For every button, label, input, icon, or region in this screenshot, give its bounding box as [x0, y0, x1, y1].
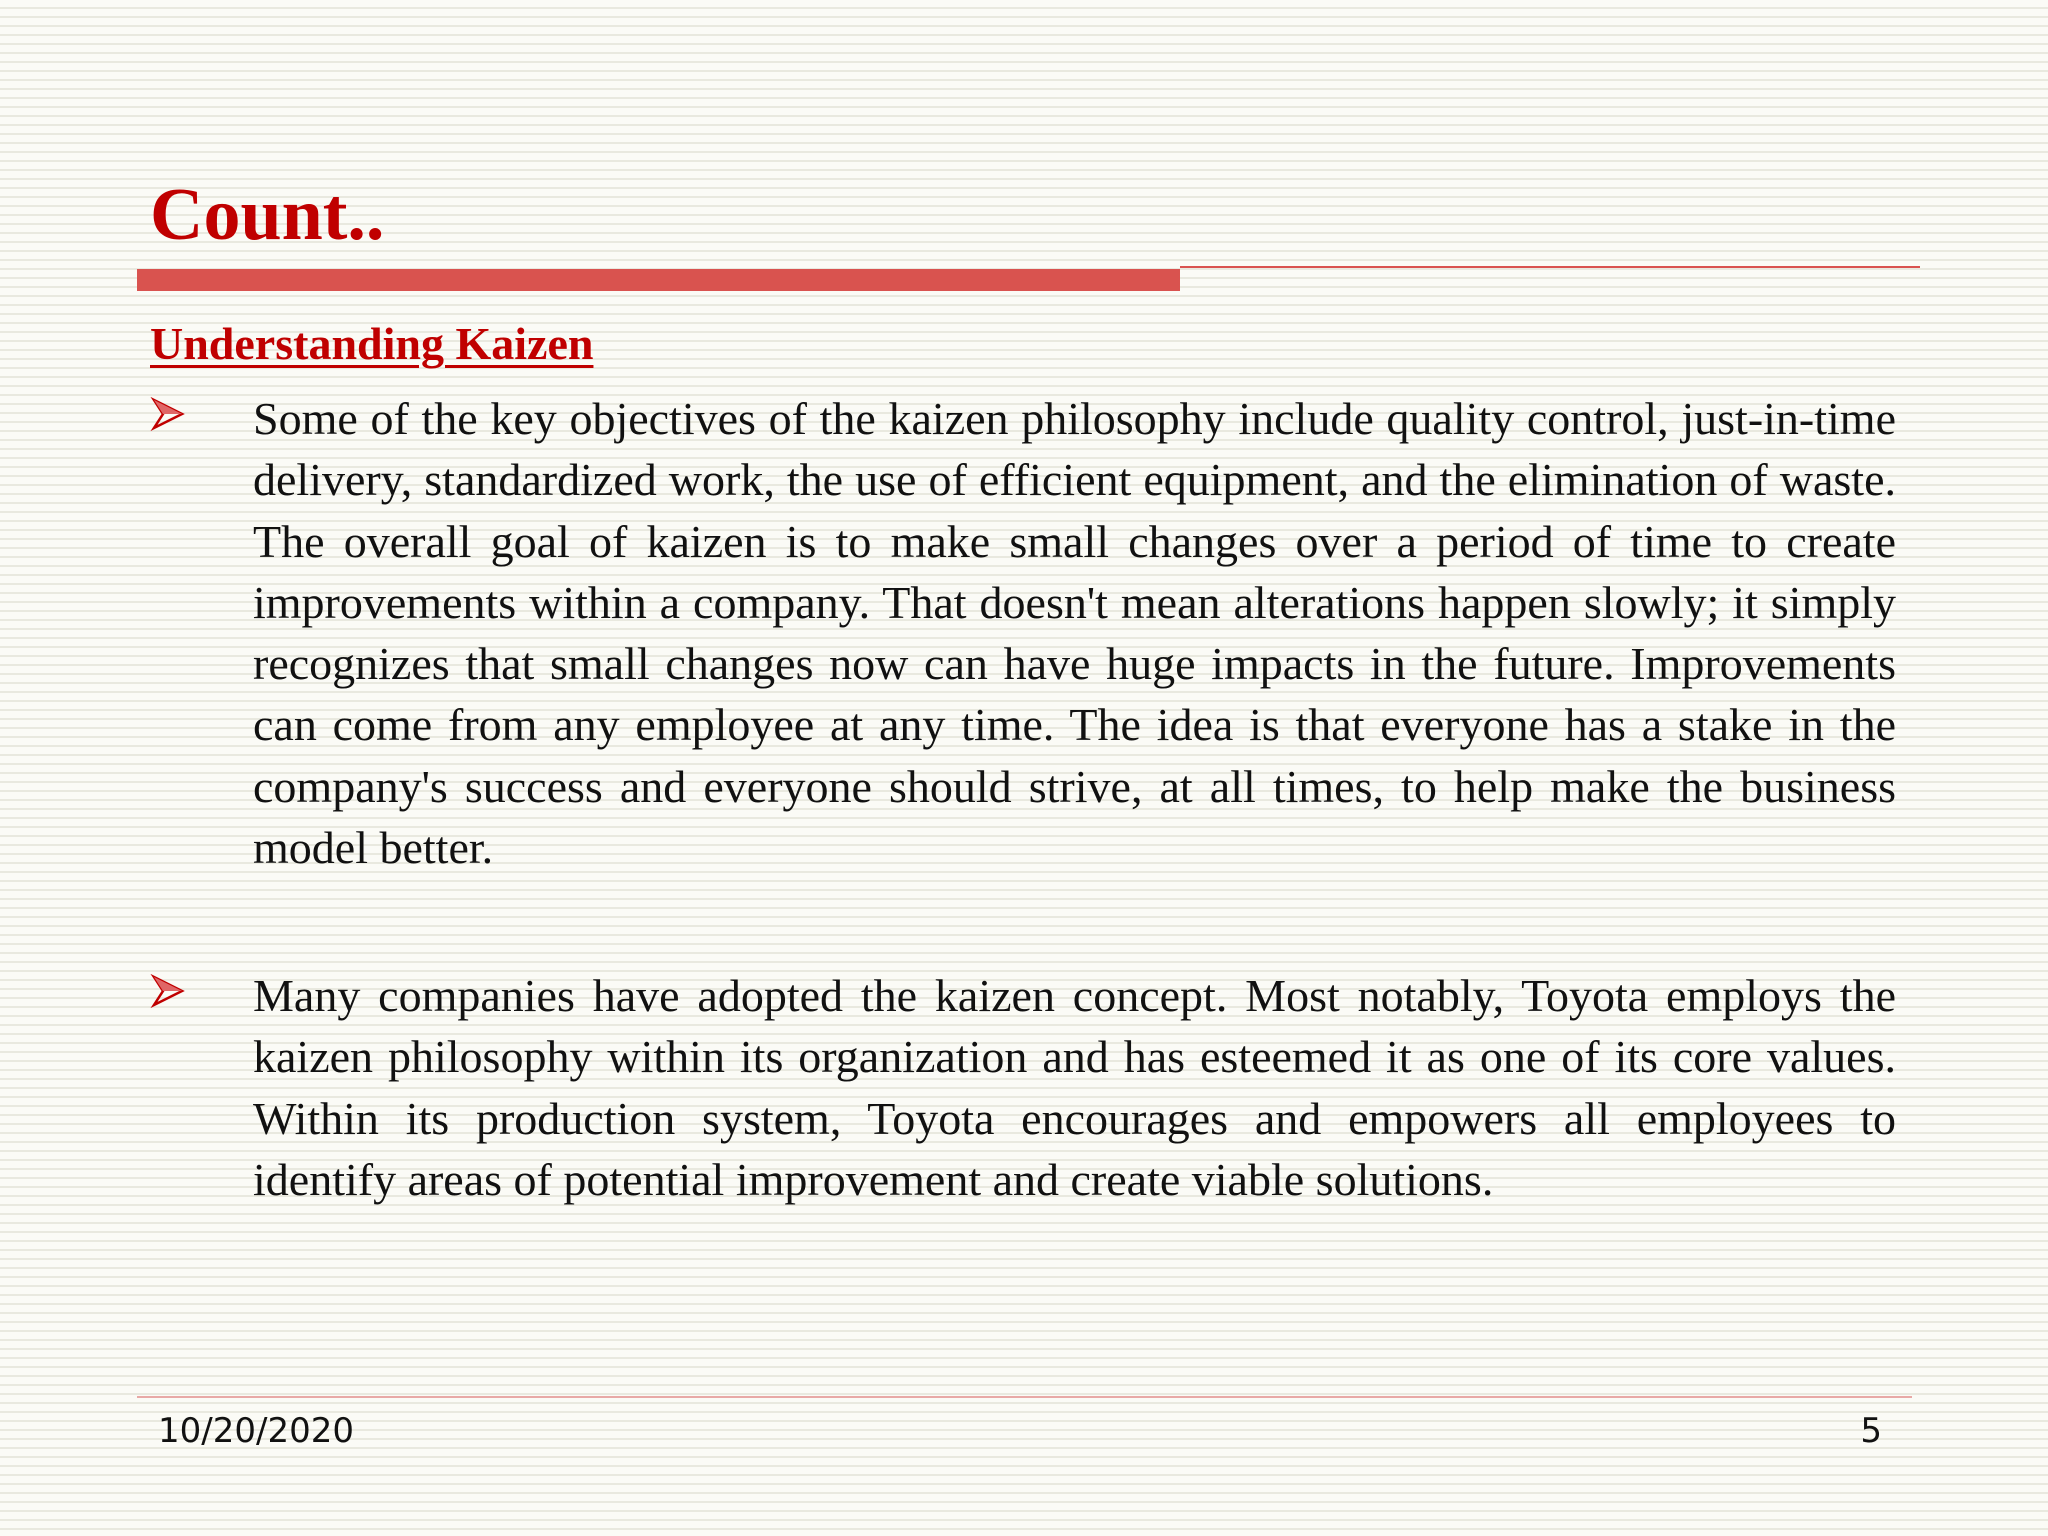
title-underline-line: [1180, 266, 1920, 268]
arrow-bullet-icon: [150, 973, 186, 1009]
section-heading: Understanding Kaizen: [150, 318, 594, 369]
bullet-text: Many companies have adopted the kaizen concept. Most notably, Toyota employs the kaizen philosophy within its organization and has esteemed it as one of its core values. Within its production system, Toyota encourages and empowers all employees to identify areas of potential improvement and create viable solutions.: [253, 970, 1896, 1205]
arrow-bullet-icon: [150, 396, 186, 432]
page-number: 5: [1860, 1411, 1882, 1451]
footer-divider: [137, 1396, 1912, 1398]
title-underline-bar: [137, 269, 1180, 291]
slide-title: Count..: [150, 174, 385, 256]
footer-date: 10/20/2020: [158, 1411, 354, 1451]
bullet-text: Some of the key objectives of the kaizen philosophy include quality control, just-in-time delivery, standardized work, the use of efficient equipment, and the elimination of waste. The overall goal of kaizen is to make small changes over a period of time to create improvements within a company. That doesn't mean alterations happen slowly; it simply recognizes that small changes now can have huge impacts in the future. Improvements can come from any employee at any time. The idea is that everyone has a stake in the company's success and everyone should strive, at all times, to help make the business model better.: [253, 393, 1896, 874]
